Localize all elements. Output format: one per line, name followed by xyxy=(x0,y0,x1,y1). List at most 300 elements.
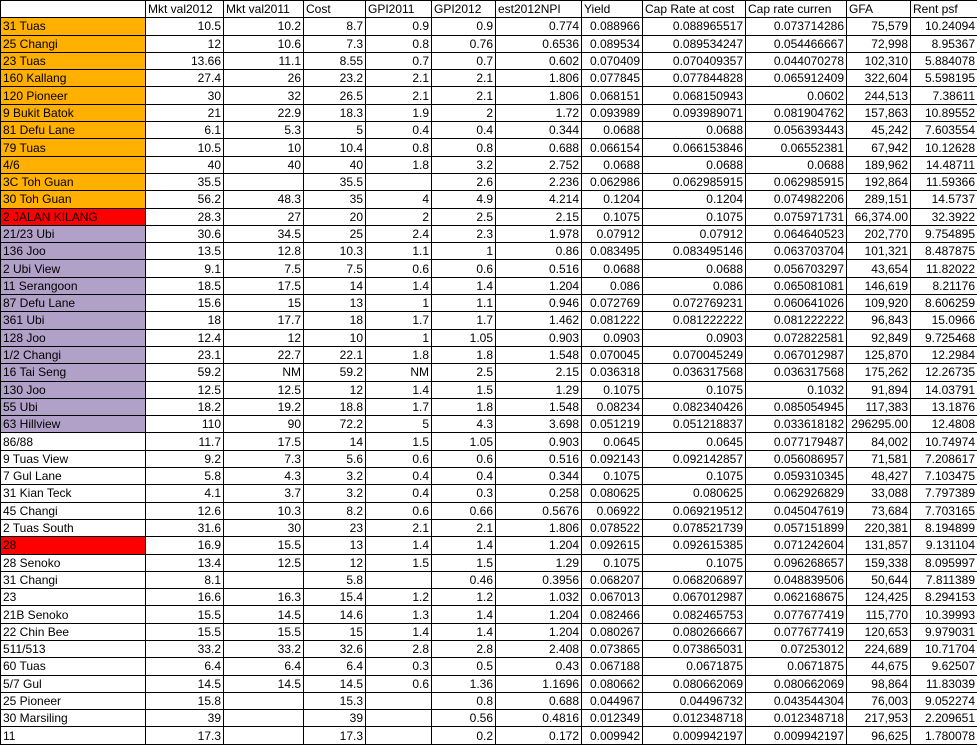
property-name-cell[interactable]: 79 Tuas xyxy=(1,139,146,156)
table-cell[interactable]: 0.080267 xyxy=(582,623,643,640)
table-cell[interactable]: 23.1 xyxy=(146,346,224,363)
table-cell[interactable]: 0.3 xyxy=(432,485,496,502)
table-cell[interactable]: 8.1 xyxy=(146,571,224,588)
table-cell[interactable]: 192,864 xyxy=(847,173,911,190)
table-cell[interactable]: 2.752 xyxy=(496,156,582,173)
table-cell[interactable]: 0.054466667 xyxy=(746,35,847,52)
table-cell[interactable]: 1.4 xyxy=(432,277,496,294)
table-cell[interactable]: 0.072769 xyxy=(582,295,643,312)
table-cell[interactable]: 0.062168675 xyxy=(746,589,847,606)
table-cell[interactable]: 0.1075 xyxy=(643,208,746,225)
table-cell[interactable]: 2.3 xyxy=(432,225,496,242)
table-cell[interactable]: 0.080625 xyxy=(582,485,643,502)
table-cell[interactable]: 48.3 xyxy=(224,191,304,208)
table-cell[interactable]: 10 xyxy=(304,329,366,346)
table-cell[interactable]: 0.056393443 xyxy=(746,122,847,139)
table-cell[interactable]: 0.1204 xyxy=(582,191,643,208)
property-name-cell[interactable]: 23 Tuas xyxy=(1,52,146,69)
table-cell[interactable]: 0.7 xyxy=(366,52,432,69)
property-name-cell[interactable]: 25 Changi xyxy=(1,35,146,52)
table-cell[interactable]: 73,684 xyxy=(847,502,911,519)
table-cell[interactable] xyxy=(366,571,432,588)
column-header[interactable]: Cost xyxy=(304,1,366,18)
table-cell[interactable]: 0.066154 xyxy=(582,139,643,156)
table-cell[interactable]: 0.062985915 xyxy=(643,173,746,190)
table-cell[interactable]: 96,843 xyxy=(847,312,911,329)
table-cell[interactable]: 0.903 xyxy=(496,433,582,450)
table-cell[interactable]: 0.903 xyxy=(496,329,582,346)
table-cell[interactable]: 1.29 xyxy=(496,554,582,571)
table-cell[interactable]: 2.1 xyxy=(432,87,496,104)
table-cell[interactable]: 9.131104 xyxy=(911,537,977,554)
table-cell[interactable]: 2.4 xyxy=(366,225,432,242)
table-cell[interactable]: 10.89552 xyxy=(911,104,977,121)
table-cell[interactable]: 8.095997 xyxy=(911,554,977,571)
table-cell[interactable]: 72.2 xyxy=(304,416,366,433)
table-cell[interactable]: 19.2 xyxy=(224,398,304,415)
table-cell[interactable]: 76,003 xyxy=(847,692,911,709)
table-cell[interactable]: 14.6 xyxy=(304,606,366,623)
column-header[interactable]: Cap rate curren xyxy=(746,1,847,18)
table-cell[interactable]: 4.3 xyxy=(432,416,496,433)
table-cell[interactable]: 12.5 xyxy=(146,381,224,398)
table-cell[interactable]: 0.081222222 xyxy=(746,312,847,329)
table-cell[interactable] xyxy=(224,692,304,709)
table-cell[interactable]: 30 xyxy=(146,87,224,104)
table-cell[interactable]: 2.1 xyxy=(432,70,496,87)
table-cell[interactable]: 0.081222 xyxy=(582,312,643,329)
table-cell[interactable]: 3.2 xyxy=(304,468,366,485)
table-cell[interactable]: 15 xyxy=(304,623,366,640)
property-name-cell[interactable]: 31 Tuas xyxy=(1,18,146,35)
table-cell[interactable]: 0.07912 xyxy=(643,225,746,242)
table-cell[interactable]: 0.6 xyxy=(366,675,432,692)
table-cell[interactable]: 1.978 xyxy=(496,225,582,242)
column-header[interactable]: GPI2012 xyxy=(432,1,496,18)
table-cell[interactable]: 5.8 xyxy=(304,571,366,588)
table-cell[interactable]: 0.344 xyxy=(496,468,582,485)
property-name-cell[interactable]: 23 xyxy=(1,589,146,606)
table-cell[interactable]: 0.068150943 xyxy=(643,87,746,104)
table-cell[interactable]: 0.067012987 xyxy=(746,346,847,363)
table-cell[interactable]: 56.2 xyxy=(146,191,224,208)
table-cell[interactable]: 2.209651 xyxy=(911,710,977,727)
table-cell[interactable]: 10.4 xyxy=(304,139,366,156)
table-cell[interactable]: 0.066153846 xyxy=(643,139,746,156)
table-cell[interactable]: 0.045047619 xyxy=(746,502,847,519)
table-cell[interactable]: 0.078521739 xyxy=(643,519,746,536)
table-cell[interactable]: 5 xyxy=(304,122,366,139)
table-cell[interactable]: 159,338 xyxy=(847,554,911,571)
table-cell[interactable]: 7.3 xyxy=(304,35,366,52)
table-cell[interactable]: 0.08234 xyxy=(582,398,643,415)
table-cell[interactable]: 0.074982206 xyxy=(746,191,847,208)
table-cell[interactable]: 18 xyxy=(146,312,224,329)
table-cell[interactable]: 0.04496732 xyxy=(643,692,746,709)
column-header[interactable]: Yield xyxy=(582,1,643,18)
table-cell[interactable]: 0.4 xyxy=(432,122,496,139)
table-cell[interactable]: 0.86 xyxy=(496,243,582,260)
table-cell[interactable]: 32.6 xyxy=(304,640,366,657)
table-cell[interactable]: 8.55 xyxy=(304,52,366,69)
table-cell[interactable]: 1.05 xyxy=(432,329,496,346)
table-cell[interactable]: 0.774 xyxy=(496,18,582,35)
property-name-cell[interactable]: 81 Defu Lane xyxy=(1,122,146,139)
table-cell[interactable]: 7.811389 xyxy=(911,571,977,588)
table-cell[interactable]: 1.7 xyxy=(432,312,496,329)
table-cell[interactable]: 0.0671875 xyxy=(643,658,746,675)
table-cell[interactable]: 18.3 xyxy=(304,104,366,121)
table-cell[interactable]: 0.070409 xyxy=(582,52,643,69)
table-cell[interactable]: 6.4 xyxy=(304,658,366,675)
table-cell[interactable]: 1.4 xyxy=(432,537,496,554)
table-cell[interactable]: 1.204 xyxy=(496,623,582,640)
table-cell[interactable]: 1.5 xyxy=(366,554,432,571)
table-cell[interactable]: 10.74974 xyxy=(911,433,977,450)
property-name-cell[interactable]: 16 Tai Seng xyxy=(1,364,146,381)
table-cell[interactable]: 33.2 xyxy=(224,640,304,657)
table-cell[interactable]: 23.2 xyxy=(304,70,366,87)
table-cell[interactable]: 20 xyxy=(304,208,366,225)
table-cell[interactable]: 0.946 xyxy=(496,295,582,312)
table-cell[interactable]: 0.080266667 xyxy=(643,623,746,640)
property-name-cell[interactable]: 31 Kian Teck xyxy=(1,485,146,502)
table-cell[interactable]: 1.4 xyxy=(366,623,432,640)
column-header[interactable] xyxy=(1,1,146,18)
table-cell[interactable]: 0.07253012 xyxy=(746,640,847,657)
column-header[interactable]: est2012NPI xyxy=(496,1,582,18)
table-cell[interactable]: 7.208617 xyxy=(911,450,977,467)
table-cell[interactable]: 7.38611 xyxy=(911,87,977,104)
table-cell[interactable]: 9.979031 xyxy=(911,623,977,640)
table-cell[interactable]: 5.884078 xyxy=(911,52,977,69)
table-cell[interactable]: 1.4 xyxy=(432,606,496,623)
table-cell[interactable]: 0.9 xyxy=(432,18,496,35)
table-cell[interactable]: 16.9 xyxy=(146,537,224,554)
table-cell[interactable]: 11.7 xyxy=(146,433,224,450)
table-cell[interactable]: 0.6 xyxy=(366,450,432,467)
table-cell[interactable]: 0.081904762 xyxy=(746,104,847,121)
table-cell[interactable]: 18.2 xyxy=(146,398,224,415)
table-cell[interactable]: 0.0688 xyxy=(582,156,643,173)
table-cell[interactable]: 23 xyxy=(304,519,366,536)
table-cell[interactable]: 0.089534 xyxy=(582,35,643,52)
table-cell[interactable]: 175,262 xyxy=(847,364,911,381)
table-cell[interactable]: 7.603554 xyxy=(911,122,977,139)
table-cell[interactable]: 0.033618182 xyxy=(746,416,847,433)
table-cell[interactable]: 59.2 xyxy=(146,364,224,381)
table-cell[interactable]: 11.1 xyxy=(224,52,304,69)
table-cell[interactable]: 2.8 xyxy=(432,640,496,657)
column-header[interactable]: Mkt val2012 xyxy=(146,1,224,18)
table-cell[interactable]: 5.598195 xyxy=(911,70,977,87)
table-cell[interactable]: 125,870 xyxy=(847,346,911,363)
table-cell[interactable]: 1.780078 xyxy=(911,727,977,744)
table-cell[interactable]: 9.052274 xyxy=(911,692,977,709)
table-cell[interactable]: 0.1204 xyxy=(643,191,746,208)
table-cell[interactable]: 0.048839506 xyxy=(746,571,847,588)
table-cell[interactable]: 1.1 xyxy=(366,243,432,260)
property-name-cell[interactable]: 21B Senoko xyxy=(1,606,146,623)
table-cell[interactable]: 12.4 xyxy=(146,329,224,346)
table-cell[interactable]: 10.24094 xyxy=(911,18,977,35)
table-cell[interactable]: 0.8 xyxy=(432,139,496,156)
table-cell[interactable]: 0.1075 xyxy=(582,208,643,225)
table-cell[interactable]: 7.797389 xyxy=(911,485,977,502)
property-name-cell[interactable]: 11 Serangoon xyxy=(1,277,146,294)
table-cell[interactable]: 0.07912 xyxy=(582,225,643,242)
table-cell[interactable]: 90 xyxy=(224,416,304,433)
table-cell[interactable]: 30.6 xyxy=(146,225,224,242)
table-cell[interactable]: 1.9 xyxy=(366,104,432,121)
table-cell[interactable]: 224,689 xyxy=(847,640,911,657)
table-cell[interactable]: 0.085054945 xyxy=(746,398,847,415)
table-cell[interactable]: 0.088966 xyxy=(582,18,643,35)
table-cell[interactable]: 12.26735 xyxy=(911,364,977,381)
table-cell[interactable]: 0.092615 xyxy=(582,537,643,554)
property-name-cell[interactable]: 2 Tuas South xyxy=(1,519,146,536)
table-cell[interactable]: 0.516 xyxy=(496,260,582,277)
table-cell[interactable]: 12.6 xyxy=(146,502,224,519)
table-cell[interactable]: 1.806 xyxy=(496,87,582,104)
table-cell[interactable]: 1.3 xyxy=(366,606,432,623)
table-cell[interactable]: 0.083495146 xyxy=(643,243,746,260)
table-cell[interactable]: 0.067188 xyxy=(582,658,643,675)
column-header[interactable]: Mkt val2011 xyxy=(224,1,304,18)
property-name-cell[interactable]: 4/6 xyxy=(1,156,146,173)
table-cell[interactable]: 0.0645 xyxy=(582,433,643,450)
table-cell[interactable]: 0.080662069 xyxy=(643,675,746,692)
table-cell[interactable]: 0.070045249 xyxy=(643,346,746,363)
table-cell[interactable]: 34.5 xyxy=(224,225,304,242)
table-cell[interactable]: 12.2984 xyxy=(911,346,977,363)
property-name-cell[interactable]: 86/88 xyxy=(1,433,146,450)
table-cell[interactable]: 1.4 xyxy=(366,381,432,398)
table-cell[interactable]: 1.806 xyxy=(496,70,582,87)
table-cell[interactable]: 296295.00 xyxy=(847,416,911,433)
table-cell[interactable] xyxy=(366,710,432,727)
table-cell[interactable]: 0.1075 xyxy=(643,554,746,571)
table-cell[interactable]: 0.4 xyxy=(432,468,496,485)
table-cell[interactable]: 22.1 xyxy=(304,346,366,363)
table-cell[interactable]: 8.2 xyxy=(304,502,366,519)
table-cell[interactable]: 0.081222222 xyxy=(643,312,746,329)
table-cell[interactable]: 1.4 xyxy=(432,623,496,640)
table-cell[interactable]: 1.4 xyxy=(366,277,432,294)
table-cell[interactable]: 15.5 xyxy=(224,623,304,640)
table-cell[interactable]: 98,864 xyxy=(847,675,911,692)
property-name-cell[interactable]: 2 Ubi View xyxy=(1,260,146,277)
table-cell[interactable]: 1.8 xyxy=(366,156,432,173)
table-cell[interactable]: 0.688 xyxy=(496,139,582,156)
table-cell[interactable]: 1.8 xyxy=(432,346,496,363)
table-cell[interactable]: 0.092142857 xyxy=(643,450,746,467)
table-cell[interactable]: 0.068207 xyxy=(582,571,643,588)
table-cell[interactable]: 0.0688 xyxy=(582,260,643,277)
table-cell[interactable]: 0.3956 xyxy=(496,571,582,588)
table-cell[interactable]: 0.080625 xyxy=(643,485,746,502)
table-cell[interactable]: 0.077845 xyxy=(582,70,643,87)
table-cell[interactable]: 1.204 xyxy=(496,537,582,554)
table-cell[interactable]: 0.0903 xyxy=(643,329,746,346)
table-cell[interactable]: 0.068206897 xyxy=(643,571,746,588)
table-cell[interactable]: 322,604 xyxy=(847,70,911,87)
table-cell[interactable]: 0.056703297 xyxy=(746,260,847,277)
table-cell[interactable]: 18.8 xyxy=(304,398,366,415)
table-cell[interactable]: 9.725468 xyxy=(911,329,977,346)
table-cell[interactable]: 15.4 xyxy=(304,589,366,606)
table-cell[interactable] xyxy=(224,727,304,744)
table-cell[interactable]: 22.9 xyxy=(224,104,304,121)
table-cell[interactable]: 220,381 xyxy=(847,519,911,536)
table-cell[interactable]: 40 xyxy=(146,156,224,173)
table-cell[interactable]: 0.0645 xyxy=(643,433,746,450)
table-cell[interactable]: 43,654 xyxy=(847,260,911,277)
table-cell[interactable]: 14.5 xyxy=(304,675,366,692)
table-cell[interactable]: 1.36 xyxy=(432,675,496,692)
table-cell[interactable]: 0.073865 xyxy=(582,640,643,657)
table-cell[interactable]: 84,002 xyxy=(847,433,911,450)
table-cell[interactable]: 0.062985915 xyxy=(746,173,847,190)
table-cell[interactable]: 0.075971731 xyxy=(746,208,847,225)
table-cell[interactable]: 2.1 xyxy=(366,70,432,87)
table-cell[interactable]: NM xyxy=(366,364,432,381)
table-cell[interactable]: 16.6 xyxy=(146,589,224,606)
table-cell[interactable]: 2 xyxy=(366,208,432,225)
table-cell[interactable]: 0.080662 xyxy=(582,675,643,692)
table-cell[interactable]: 0.688 xyxy=(496,692,582,709)
table-cell[interactable]: 2.15 xyxy=(496,208,582,225)
table-cell[interactable]: 0.4 xyxy=(366,485,432,502)
table-cell[interactable]: 0.082340426 xyxy=(643,398,746,415)
table-cell[interactable]: 1.2 xyxy=(366,589,432,606)
table-cell[interactable]: 102,310 xyxy=(847,52,911,69)
table-cell[interactable]: 7.5 xyxy=(224,260,304,277)
table-cell[interactable]: 91,894 xyxy=(847,381,911,398)
table-cell[interactable] xyxy=(224,571,304,588)
table-cell[interactable]: 1.032 xyxy=(496,589,582,606)
table-cell[interactable]: 1.548 xyxy=(496,398,582,415)
table-cell[interactable]: 0.1075 xyxy=(643,381,746,398)
table-cell[interactable]: 1 xyxy=(366,329,432,346)
table-cell[interactable]: 14 xyxy=(304,433,366,450)
property-name-cell[interactable]: 28 xyxy=(1,537,146,554)
table-cell[interactable]: 0.0688 xyxy=(643,260,746,277)
table-cell[interactable]: 1.1 xyxy=(432,295,496,312)
table-cell[interactable]: 2.408 xyxy=(496,640,582,657)
table-cell[interactable]: 0.036317568 xyxy=(746,364,847,381)
table-cell[interactable]: 0.070409357 xyxy=(643,52,746,69)
table-cell[interactable]: 13.66 xyxy=(146,52,224,69)
table-cell[interactable]: 3.2 xyxy=(304,485,366,502)
table-cell[interactable]: 0.067012987 xyxy=(643,589,746,606)
property-name-cell[interactable]: 136 Joo xyxy=(1,243,146,260)
table-cell[interactable]: 1.8 xyxy=(366,346,432,363)
table-cell[interactable]: 0.082465753 xyxy=(643,606,746,623)
table-cell[interactable]: 9.62507 xyxy=(911,658,977,675)
property-name-cell[interactable]: 9 Bukit Batok xyxy=(1,104,146,121)
table-cell[interactable]: 0.089534247 xyxy=(643,35,746,52)
table-cell[interactable]: 1.204 xyxy=(496,606,582,623)
table-cell[interactable]: 0.069219512 xyxy=(643,502,746,519)
property-name-cell[interactable]: 28 Senoko xyxy=(1,554,146,571)
table-cell[interactable]: 0.0688 xyxy=(582,122,643,139)
table-cell[interactable]: 15.5 xyxy=(146,606,224,623)
table-cell[interactable]: 0.043544304 xyxy=(746,692,847,709)
table-cell[interactable]: 14 xyxy=(304,277,366,294)
table-cell[interactable]: 0.6536 xyxy=(496,35,582,52)
table-cell[interactable]: 17.5 xyxy=(224,433,304,450)
table-cell[interactable]: 13 xyxy=(304,537,366,554)
table-cell[interactable]: 3.698 xyxy=(496,416,582,433)
table-cell[interactable]: 33.2 xyxy=(146,640,224,657)
table-cell[interactable]: 0.5 xyxy=(432,658,496,675)
property-name-cell[interactable]: 2 JALAN KILANG xyxy=(1,208,146,225)
table-cell[interactable]: 0.072822581 xyxy=(746,329,847,346)
table-cell[interactable]: 11.82022 xyxy=(911,260,977,277)
table-cell[interactable]: 3.7 xyxy=(224,485,304,502)
table-cell[interactable]: 0.062986 xyxy=(582,173,643,190)
table-cell[interactable]: 10.71704 xyxy=(911,640,977,657)
table-cell[interactable]: 5.6 xyxy=(304,450,366,467)
table-cell[interactable]: 35 xyxy=(304,191,366,208)
table-cell[interactable]: 1.5 xyxy=(366,433,432,450)
table-cell[interactable]: 10.2 xyxy=(224,18,304,35)
table-cell[interactable]: 0.077677419 xyxy=(746,606,847,623)
table-cell[interactable]: 202,770 xyxy=(847,225,911,242)
property-name-cell[interactable]: 22 Chin Bee xyxy=(1,623,146,640)
table-cell[interactable]: 189,962 xyxy=(847,156,911,173)
table-cell[interactable]: 15.5 xyxy=(146,623,224,640)
table-cell[interactable]: 0.073714286 xyxy=(746,18,847,35)
table-cell[interactable]: 5.8 xyxy=(146,468,224,485)
table-cell[interactable]: 14.5 xyxy=(224,675,304,692)
table-cell[interactable]: 0.071242604 xyxy=(746,537,847,554)
table-cell[interactable] xyxy=(366,173,432,190)
table-cell[interactable]: 15.6 xyxy=(146,295,224,312)
table-cell[interactable]: 1.05 xyxy=(432,433,496,450)
table-cell[interactable]: 15.8 xyxy=(146,692,224,709)
property-name-cell[interactable]: 30 Marsiling xyxy=(1,710,146,727)
table-cell[interactable]: 11.59366 xyxy=(911,173,977,190)
table-cell[interactable]: 0.077844828 xyxy=(643,70,746,87)
table-cell[interactable]: 2.15 xyxy=(496,364,582,381)
table-cell[interactable]: 12.8 xyxy=(224,243,304,260)
table-cell[interactable]: 0.8 xyxy=(366,139,432,156)
table-cell[interactable]: 120,653 xyxy=(847,623,911,640)
property-name-cell[interactable]: 511/513 xyxy=(1,640,146,657)
table-cell[interactable]: 0.602 xyxy=(496,52,582,69)
table-cell[interactable]: 0.044070278 xyxy=(746,52,847,69)
table-cell[interactable]: 0.065912409 xyxy=(746,70,847,87)
table-cell[interactable]: 0.0671875 xyxy=(746,658,847,675)
table-cell[interactable]: 5 xyxy=(366,416,432,433)
property-name-cell[interactable]: 45 Changi xyxy=(1,502,146,519)
table-cell[interactable]: 26 xyxy=(224,70,304,87)
table-cell[interactable]: 2.236 xyxy=(496,173,582,190)
table-cell[interactable]: 0.096268657 xyxy=(746,554,847,571)
table-cell[interactable]: 0.6 xyxy=(366,260,432,277)
table-cell[interactable]: 157,863 xyxy=(847,104,911,121)
table-cell[interactable]: 0.073865031 xyxy=(643,640,746,657)
table-cell[interactable]: 4.214 xyxy=(496,191,582,208)
table-cell[interactable]: NM xyxy=(224,364,304,381)
table-cell[interactable]: 40 xyxy=(224,156,304,173)
table-cell[interactable]: 14.5 xyxy=(146,675,224,692)
table-cell[interactable]: 6.1 xyxy=(146,122,224,139)
table-cell[interactable]: 16.3 xyxy=(224,589,304,606)
table-cell[interactable]: 0.036318 xyxy=(582,364,643,381)
